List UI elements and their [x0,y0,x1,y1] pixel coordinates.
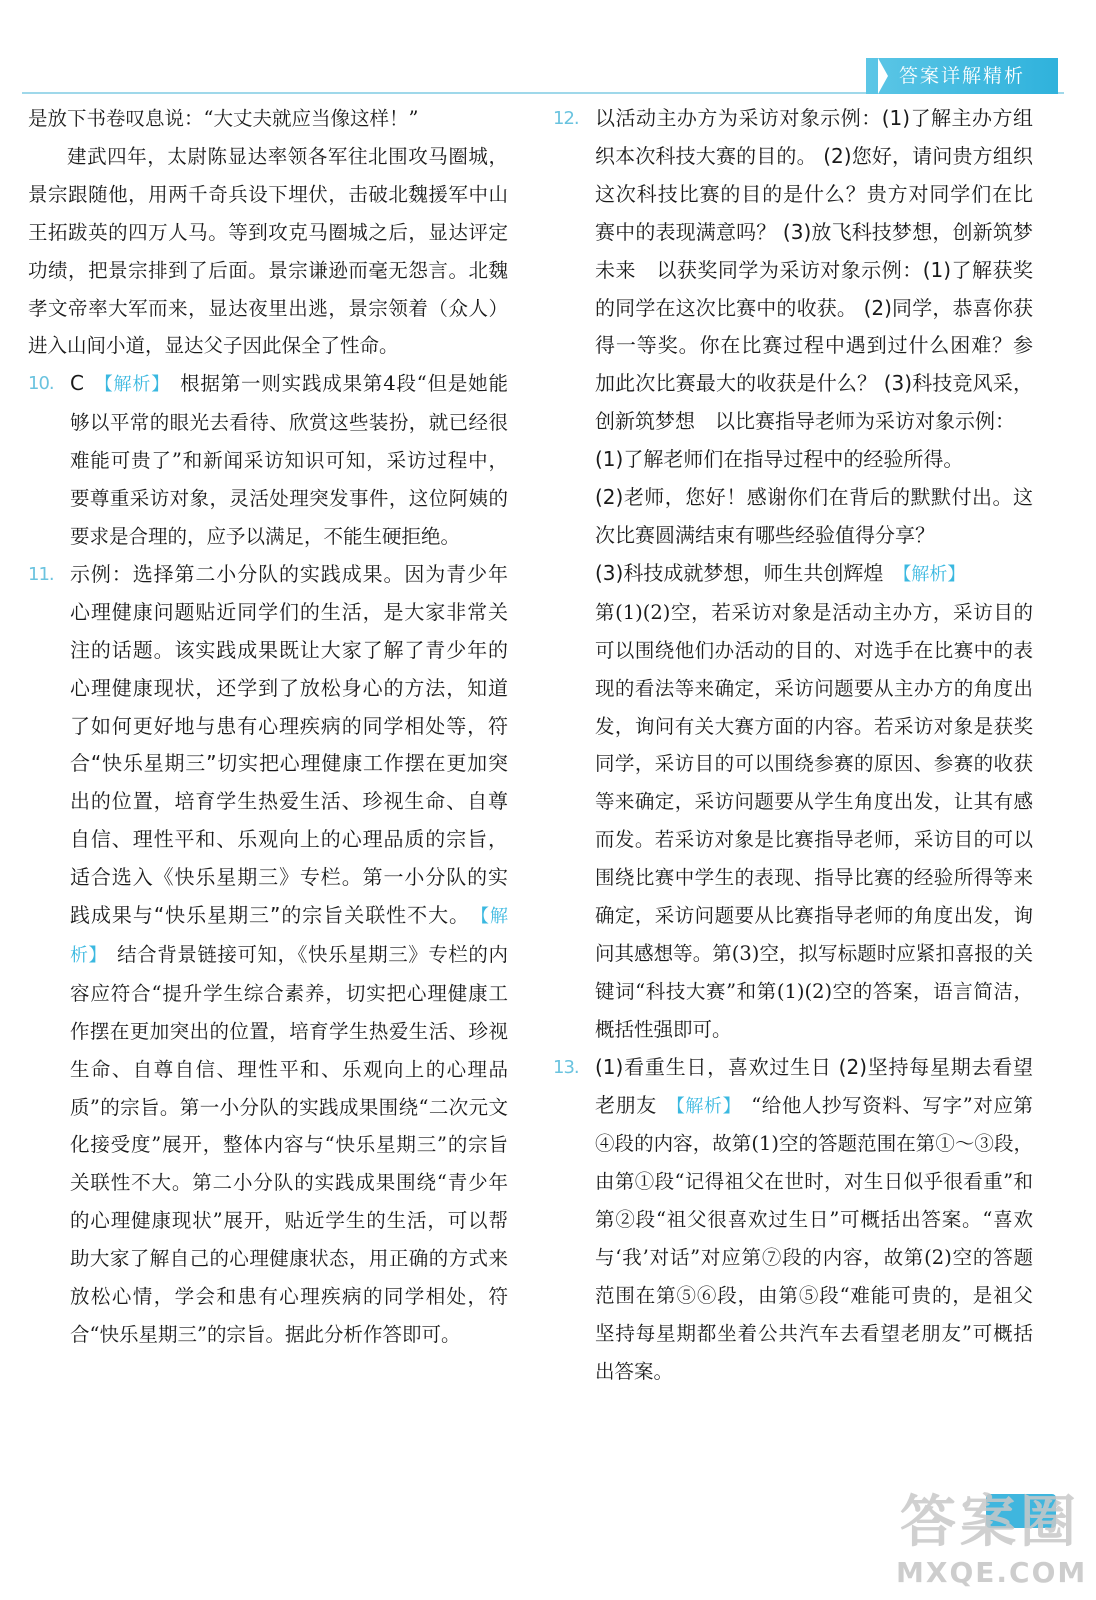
answer-text: 示例：选择第二小分队的实践成果。因为青少年心理健康问题贴近同学们的生活，是大家非常关注的话题。该实践成果既让大家了解了青少年的心理健康现状，还学到了放松身心的方法，知道了如何更好地与患有心理疾病的同学相处等，符合“快乐星期三”切实把心理健康工作摆在更加突出的位置，培育学生热爱生活、珍视生命、自尊自信、理性平和、乐观向上的心理品质的宗旨，适合选入《快乐星期三》专栏。第一小分队的实践成果与“快乐星期三”的宗旨关联性不大。 [70,561,508,928]
question-10 [28,365,508,556]
analysis-tag: 【解析】 [666,1095,742,1117]
analysis-tag: 【解析】 [893,563,966,585]
answer-text: (1)看重生日，喜欢过生日 (2)坚持每星期去看望老朋友 [595,1054,1033,1117]
answer-text: C [70,371,84,396]
answer-text: 以活动主办方为采访对象示例：(1)了解主办方组织本次科技大赛的目的。 (2)您好，请问贵方组织这次科技比赛的目的是什么？贵方对同学们在比赛中的表现满意吗？ (3)放飞科技梦想，创新筑梦未来 以获奖同学为采访对象示例：(1)了解获奖的同学在这次比赛中的收获。 (2)同学，恭喜你获得一等奖。你在比赛过程中遇到过什么困难？参加此次比赛最大的收获是什么？ (3)科技竞风采，创新筑梦想 以比赛指导老师为采访对象示例： [595,106,1033,434]
analysis-text: 结合背景链接可知，《快乐星期三》专栏的内容应符合“提升学生综合素养，切实把心理健康工作摆在更加突出的位置，培育学生热爱生活、珍视生命、自尊自信、理性平和、乐观向上的心理品质”的宗旨。第一小分队的实践成果围绕“二次元文化接受度”展开，整体内容与“快乐星期三”的宗旨关联性不大。第二小分队的实践成果围绕“青少年的心理健康现状”展开，贴近学生的生活，可以帮助大家了解自己的心理健康状态，用正确的方式来放松心情，学会和患有心理疾病的同学相处，符合“快乐星期三”的宗旨。据此分析作答即可。 [70,942,508,1346]
analysis-text: 根据第一则实践成果第4段“但是她能够以平常的眼光去看待、欣赏这些装扮，就已经很难能可贵了”和新闻采访知识可知，采访过程中，要尊重采访对象，灵活处理突发事件，这位阿姨的要求是合理的，应予以满足，不能生硬拒绝。 [70,372,508,548]
question-11 [28,556,508,1354]
watermark-logo-text: 答案圈 [900,1490,1080,1555]
answer-line-a: (1)了解老师们在指导过程中的经验所得。 [595,447,964,472]
left-column [28,100,508,1354]
analysis-tag: 【解析】 [93,374,171,396]
question-number: 13. [553,1056,579,1078]
question-number: 10. [28,373,54,395]
question-number: 12. [553,108,579,129]
answer-line-c: (3)科技成就梦想，师生共创辉煌 [595,560,884,585]
tab-arrow-icon [878,58,888,94]
right-column [553,100,1033,1391]
question-number: 11. [28,563,54,585]
header-tab [866,58,1058,94]
watermark-url: MXQE.COM [896,1556,1088,1589]
question-12 [553,100,1033,1049]
watermark [890,1478,1086,1596]
question-13 [553,1049,1033,1391]
header-tab-label: 答案详解精析 [898,65,1025,87]
intro-line-1: 是放下书卷叹息说：“大丈夫就应当像这样！” [28,107,419,130]
analysis-tag: 【解析】 [70,906,508,966]
analysis-text: “给他人抄写资料、写字”对应第④段的内容，故第(1)空的答题范围在第①～③段，由第①段“记得祖父在世时，对生日似乎很看重”和第②段“祖父很喜欢过生日”可概括出答案。“喜欢与‘我’对话”对应第⑦段的内容，故第(2)空的答题范围在第⑤⑥段，由第⑤段“难能可贵的，是祖父坚持每星期都坐着公共汽车去看望老朋友”可概括出答案。 [595,1093,1033,1383]
intro-paragraph: 建武四年，太尉陈显达率领各军往北围攻马圈城，景宗跟随他，用两千奇兵设下埋伏，击破北魏援军中山王拓跋英的四万人马。等到攻克马圈城之后，显达评定功绩，把景宗排到了后面。景宗谦逊而毫无怨言。北魏孝文帝率大军而来，显达夜里出逃，景宗领着（众人）进入山间小道，显达父子因此保全了性命。 [28,144,508,358]
answer-line-b: (2)老师，您好！感谢你们在背后的默默付出。这次比赛圆满结束有哪些经验值得分享？ [595,485,1033,547]
analysis-text: 第(1)(2)空，若采访对象是活动主办方，采访目的可以围绕他们办活动的目的、对选手在比赛中的表现的看法等来确定，采访问题要从主办方的角度出发，询问有关大赛方面的内容。若采访对象是获奖同学，采访目的可以围绕参赛的原因、参赛的收获等来确定，采访问题要从学生角度出发，让其有感而发。若采访对象是比赛指导老师，采访目的可以围绕比赛中学生的表现、指导比赛的经验所得等来确定，采访问题要从比赛指导老师的角度出发，询问其感想等。第(3)空，拟写标题时应紧扣喜报的关键词“科技大赛”和第(1)(2)空的答案，语言简洁，概括性强即可。 [595,600,1033,1041]
